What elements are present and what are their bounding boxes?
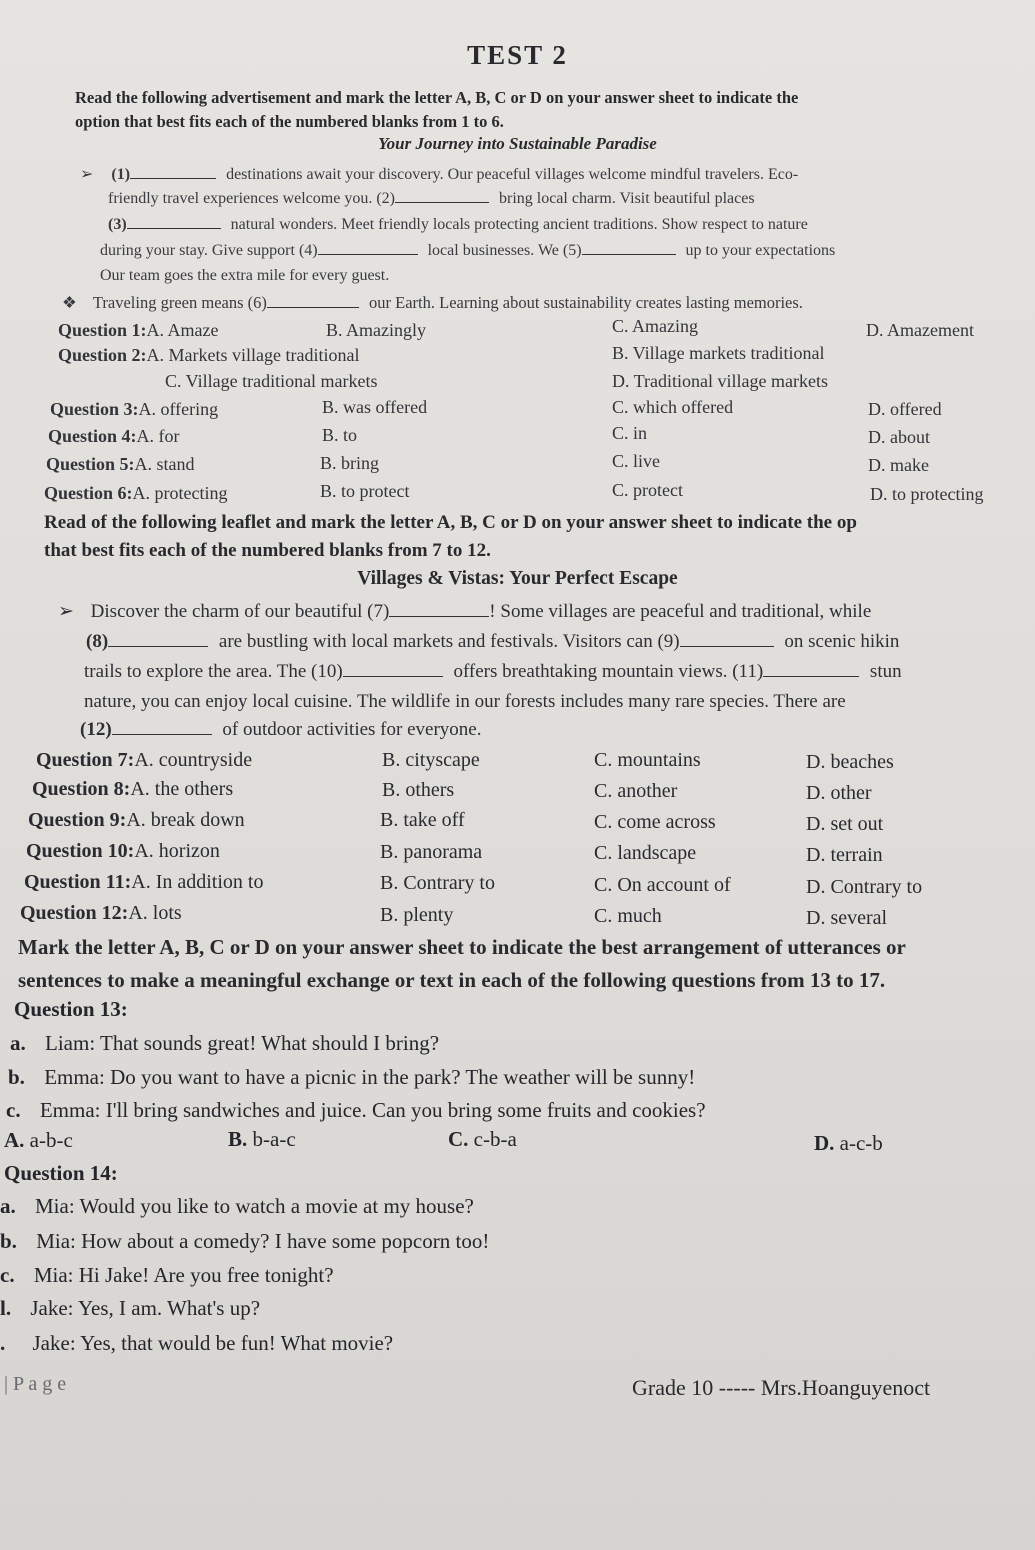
part2-passage-line5 <box>80 719 481 741</box>
option-text: a-c-b <box>839 1131 883 1155</box>
question-label: Question 8: <box>32 778 131 800</box>
q13-line-b <box>8 1065 695 1090</box>
part2-passage-line1 <box>58 600 871 623</box>
q13-option-b[interactable] <box>228 1127 296 1152</box>
q6-option-b[interactable]: B. to protect <box>320 481 410 501</box>
q11-option-c[interactable]: C. On account of <box>594 874 731 896</box>
q5-option-b[interactable]: B. bring <box>320 453 380 473</box>
item-letter: . <box>0 1331 6 1355</box>
question-14-label: Question 14: <box>4 1161 118 1185</box>
utterance-text: Mia: Would you like to watch a movie at my house? <box>35 1194 474 1218</box>
option-letter: D. <box>814 1131 835 1155</box>
passage-text: natural wonders. Meet friendly locals protecting ancient traditions. Show respect to nature <box>230 216 808 233</box>
part2-instruction-line2: that best fits each of the numbered blanks from 7 to 12. <box>44 540 491 561</box>
q6-option-d[interactable]: D. to protecting <box>870 484 984 504</box>
arrow-bullet-icon: ➢ <box>80 166 94 183</box>
option-a[interactable]: A. horizon <box>134 840 220 862</box>
utterance-text: Jake: Yes, I am. What's up? <box>30 1296 261 1320</box>
item-letter: l. <box>0 1296 12 1320</box>
question-label: Question 10: <box>26 840 135 862</box>
q13-line-c <box>6 1098 706 1123</box>
part2-passage-line2 <box>86 631 899 653</box>
blank-9 <box>680 646 774 647</box>
blank-10 <box>343 676 443 677</box>
q3-option-d[interactable]: D. offered <box>868 399 942 419</box>
part3-instruction-line2: sentences to make a meaningful exchange or text in each of the following questions from 13 to 17. <box>18 968 886 992</box>
blank-number: (1) <box>111 166 131 183</box>
part2-passage-line3 <box>84 661 902 683</box>
q11-option-d[interactable]: D. Contrary to <box>806 876 923 898</box>
passage-text: up to your expectations <box>685 242 836 259</box>
q7-option-d[interactable]: D. beaches <box>806 751 894 773</box>
option-a[interactable]: A. protecting <box>132 483 228 503</box>
part1-instruction-line1: Read the following advertisement and mark the letter A, B, C or D on your answer sheet to indicate the <box>75 88 799 107</box>
blank-8 <box>108 646 208 647</box>
part1-instruction-line2: option that best fits each of the numbered blanks from 1 to 6. <box>75 112 504 131</box>
blank-1 <box>130 178 216 179</box>
question-3 <box>50 399 218 420</box>
question-label: Question 6: <box>44 483 133 503</box>
q13-option-d[interactable] <box>814 1131 883 1156</box>
item-letter: c. <box>0 1263 15 1287</box>
blank-number: (12) <box>80 719 112 740</box>
q1-option-c[interactable]: C. Amazing <box>612 316 698 336</box>
question-7 <box>36 749 252 772</box>
question-10 <box>26 840 220 863</box>
blank-11 <box>763 676 859 677</box>
passage-text: during your stay. Give support (4) <box>100 242 318 259</box>
q2-option-c[interactable]: C. Village traditional markets <box>165 371 378 391</box>
q13-option-a[interactable] <box>4 1128 73 1153</box>
option-a[interactable]: A. lots <box>128 902 182 924</box>
option-a[interactable]: A. offering <box>138 399 219 419</box>
q13-option-c[interactable] <box>448 1127 517 1152</box>
question-13-label: Question 13: <box>14 997 128 1021</box>
q14-line-d <box>0 1296 260 1321</box>
q8-option-b[interactable]: B. others <box>382 779 455 801</box>
passage-text: Traveling green means (6) <box>92 293 267 312</box>
q5-option-c[interactable]: C. live <box>612 451 660 471</box>
q10-option-b[interactable]: B. panorama <box>380 841 483 863</box>
question-8 <box>32 778 233 801</box>
q1-option-d[interactable]: D. Amazement <box>866 320 974 340</box>
passage-text: our Earth. Learning about sustainability creates lasting memories. <box>369 293 803 312</box>
part2-passage-line4: nature, you can enjoy local cuisine. The wildlife in our forests includes many rare species. There are <box>84 691 846 712</box>
option-letter: B. <box>228 1127 248 1151</box>
utterance-text: Liam: That sounds great! What should I bring? <box>45 1031 440 1055</box>
question-2 <box>58 345 359 366</box>
utterance-text: Mia: How about a comedy? I have some popcorn too! <box>36 1229 490 1253</box>
blank-4 <box>318 254 418 255</box>
q8-option-c[interactable]: C. another <box>594 780 678 802</box>
page-title: TEST 2 <box>467 40 568 70</box>
q12-option-b[interactable]: B. plenty <box>380 904 454 926</box>
q5-option-d[interactable]: D. make <box>868 455 929 475</box>
item-letter: a. <box>0 1194 16 1218</box>
page-number: | P a g e <box>4 1373 67 1395</box>
option-a[interactable]: A. for <box>136 426 180 446</box>
q6-option-c[interactable]: C. protect <box>612 480 683 500</box>
question-label: Question 4: <box>48 426 137 446</box>
question-4 <box>48 426 180 447</box>
question-label: Question 2: <box>58 345 147 365</box>
option-text: b-a-c <box>252 1127 296 1151</box>
option-a[interactable]: A. Markets village traditional <box>146 345 360 365</box>
footer-credit: Grade 10 ----- Mrs.Hoanguyenoct <box>632 1375 931 1400</box>
part3-instruction-line1: Mark the letter A, B, C or D on your answer sheet to indicate the best arrangement of utterances or <box>18 935 906 959</box>
question-label: Question 5: <box>46 454 135 474</box>
q14-line-a <box>0 1194 474 1219</box>
question-6 <box>44 483 228 504</box>
passage-text: destinations await your discovery. Our peaceful villages welcome mindful travelers. Eco- <box>226 166 799 183</box>
blank-3 <box>127 228 221 229</box>
part1-passage-line4 <box>100 242 835 260</box>
option-letter: A. <box>4 1128 25 1152</box>
q9-option-c[interactable]: C. come across <box>594 811 716 833</box>
passage-text: friendly travel experiences welcome you. (2) <box>108 190 395 207</box>
passage-text: Discover the charm of our beautiful (7) <box>90 601 390 622</box>
part2-heading: Villages & Vistas: Your Perfect Escape <box>357 568 678 589</box>
question-label: Question 7: <box>36 749 135 771</box>
q12-option-c[interactable]: C. much <box>594 905 662 927</box>
q1-option-b[interactable]: B. Amazingly <box>326 320 426 340</box>
option-a[interactable]: A. countryside <box>134 749 253 771</box>
passage-text: ! Some villages are peaceful and traditional, while <box>489 601 872 622</box>
question-label: Question 12: <box>20 902 129 924</box>
q9-option-b[interactable]: B. take off <box>380 809 465 831</box>
q7-option-c[interactable]: C. mountains <box>594 749 701 771</box>
q10-option-d[interactable]: D. terrain <box>806 844 883 866</box>
item-letter: c. <box>6 1098 21 1122</box>
part2-instruction-line1: Read of the following leaflet and mark the letter A, B, C or D on your answer sheet to indicate the op <box>44 512 857 533</box>
q2-option-b[interactable]: B. Village markets traditional <box>612 343 825 363</box>
q13-line-a <box>10 1031 439 1056</box>
passage-text: trails to explore the area. The (10) <box>84 661 343 682</box>
question-9 <box>28 809 245 832</box>
q3-option-c[interactable]: C. which offered <box>612 397 734 417</box>
passage-text: are bustling with local markets and festivals. Visitors can (9) <box>218 631 680 652</box>
utterance-text: Jake: Yes, that would be fun! What movie? <box>32 1331 394 1355</box>
part1-heading: Your Journey into Sustainable Paradise <box>378 134 657 153</box>
q9-option-d[interactable]: D. set out <box>806 813 884 835</box>
item-letter: b. <box>0 1229 17 1253</box>
blank-12 <box>112 734 212 735</box>
utterance-text: Emma: Do you want to have a picnic in the park? The weather will be sunny! <box>44 1065 696 1089</box>
question-label: Question 9: <box>28 809 127 831</box>
passage-text: local businesses. We (5) <box>427 242 582 259</box>
option-a[interactable]: A. stand <box>134 454 195 474</box>
passage-text: offers breathtaking mountain views. (11) <box>453 661 764 682</box>
blank-6 <box>267 307 359 308</box>
question-label: Question 11: <box>24 871 132 893</box>
part1-passage-line6 <box>62 293 803 313</box>
question-5 <box>46 454 195 475</box>
part1-passage-line3 <box>108 216 808 234</box>
option-text: c-b-a <box>473 1127 517 1151</box>
part1-passage-line1 <box>80 164 798 184</box>
option-a[interactable]: A. break down <box>126 809 245 831</box>
q11-option-b[interactable]: B. Contrary to <box>380 872 495 894</box>
arrow-bullet-icon: ➢ <box>58 601 74 622</box>
q12-option-d[interactable]: D. several <box>806 907 888 929</box>
blank-number: (3) <box>108 216 127 233</box>
q10-option-c[interactable]: C. landscape <box>594 842 697 864</box>
blank-5 <box>582 254 676 255</box>
q4-option-c[interactable]: C. in <box>612 423 648 443</box>
item-letter: a. <box>10 1031 26 1055</box>
passage-text: bring local charm. Visit beautiful places <box>498 190 755 207</box>
option-text: a-b-c <box>29 1128 73 1152</box>
question-1 <box>58 320 219 341</box>
q8-option-d[interactable]: D. other <box>806 782 872 804</box>
q3-option-b[interactable]: B. was offered <box>322 397 428 417</box>
option-a[interactable]: A. In addition to <box>131 871 264 893</box>
question-label: Question 3: <box>50 399 139 419</box>
option-letter: C. <box>448 1127 469 1151</box>
q7-option-b[interactable]: B. cityscape <box>382 749 480 771</box>
option-a[interactable]: A. the others <box>130 778 234 800</box>
diamond-bullet-icon: ❖ <box>62 293 77 312</box>
passage-text: on scenic hikin <box>784 631 900 652</box>
q2-option-d[interactable]: D. Traditional village markets <box>612 371 828 391</box>
part1-passage-line5: Our team goes the extra mile for every guest. <box>100 267 390 284</box>
q4-option-d[interactable]: D. about <box>868 427 930 447</box>
option-a[interactable]: A. Amaze <box>146 320 219 340</box>
utterance-text: Emma: I'll bring sandwiches and juice. Can you bring some fruits and cookies? <box>39 1098 706 1122</box>
question-12 <box>20 902 182 925</box>
q4-option-b[interactable]: B. to <box>322 425 358 445</box>
item-letter: b. <box>8 1065 25 1089</box>
passage-text: of outdoor activities for everyone. <box>222 719 482 740</box>
question-label: Question 1: <box>58 320 147 340</box>
blank-2 <box>395 202 489 203</box>
blank-number: (8) <box>86 631 109 652</box>
q14-line-e <box>0 1331 393 1356</box>
q14-line-c <box>0 1263 334 1288</box>
part1-passage-line2 <box>108 190 755 208</box>
passage-text: stun <box>869 661 902 682</box>
utterance-text: Mia: Hi Jake! Are you free tonight? <box>33 1263 334 1287</box>
blank-7 <box>389 616 489 617</box>
q14-line-b <box>0 1229 489 1254</box>
question-11 <box>24 871 263 894</box>
